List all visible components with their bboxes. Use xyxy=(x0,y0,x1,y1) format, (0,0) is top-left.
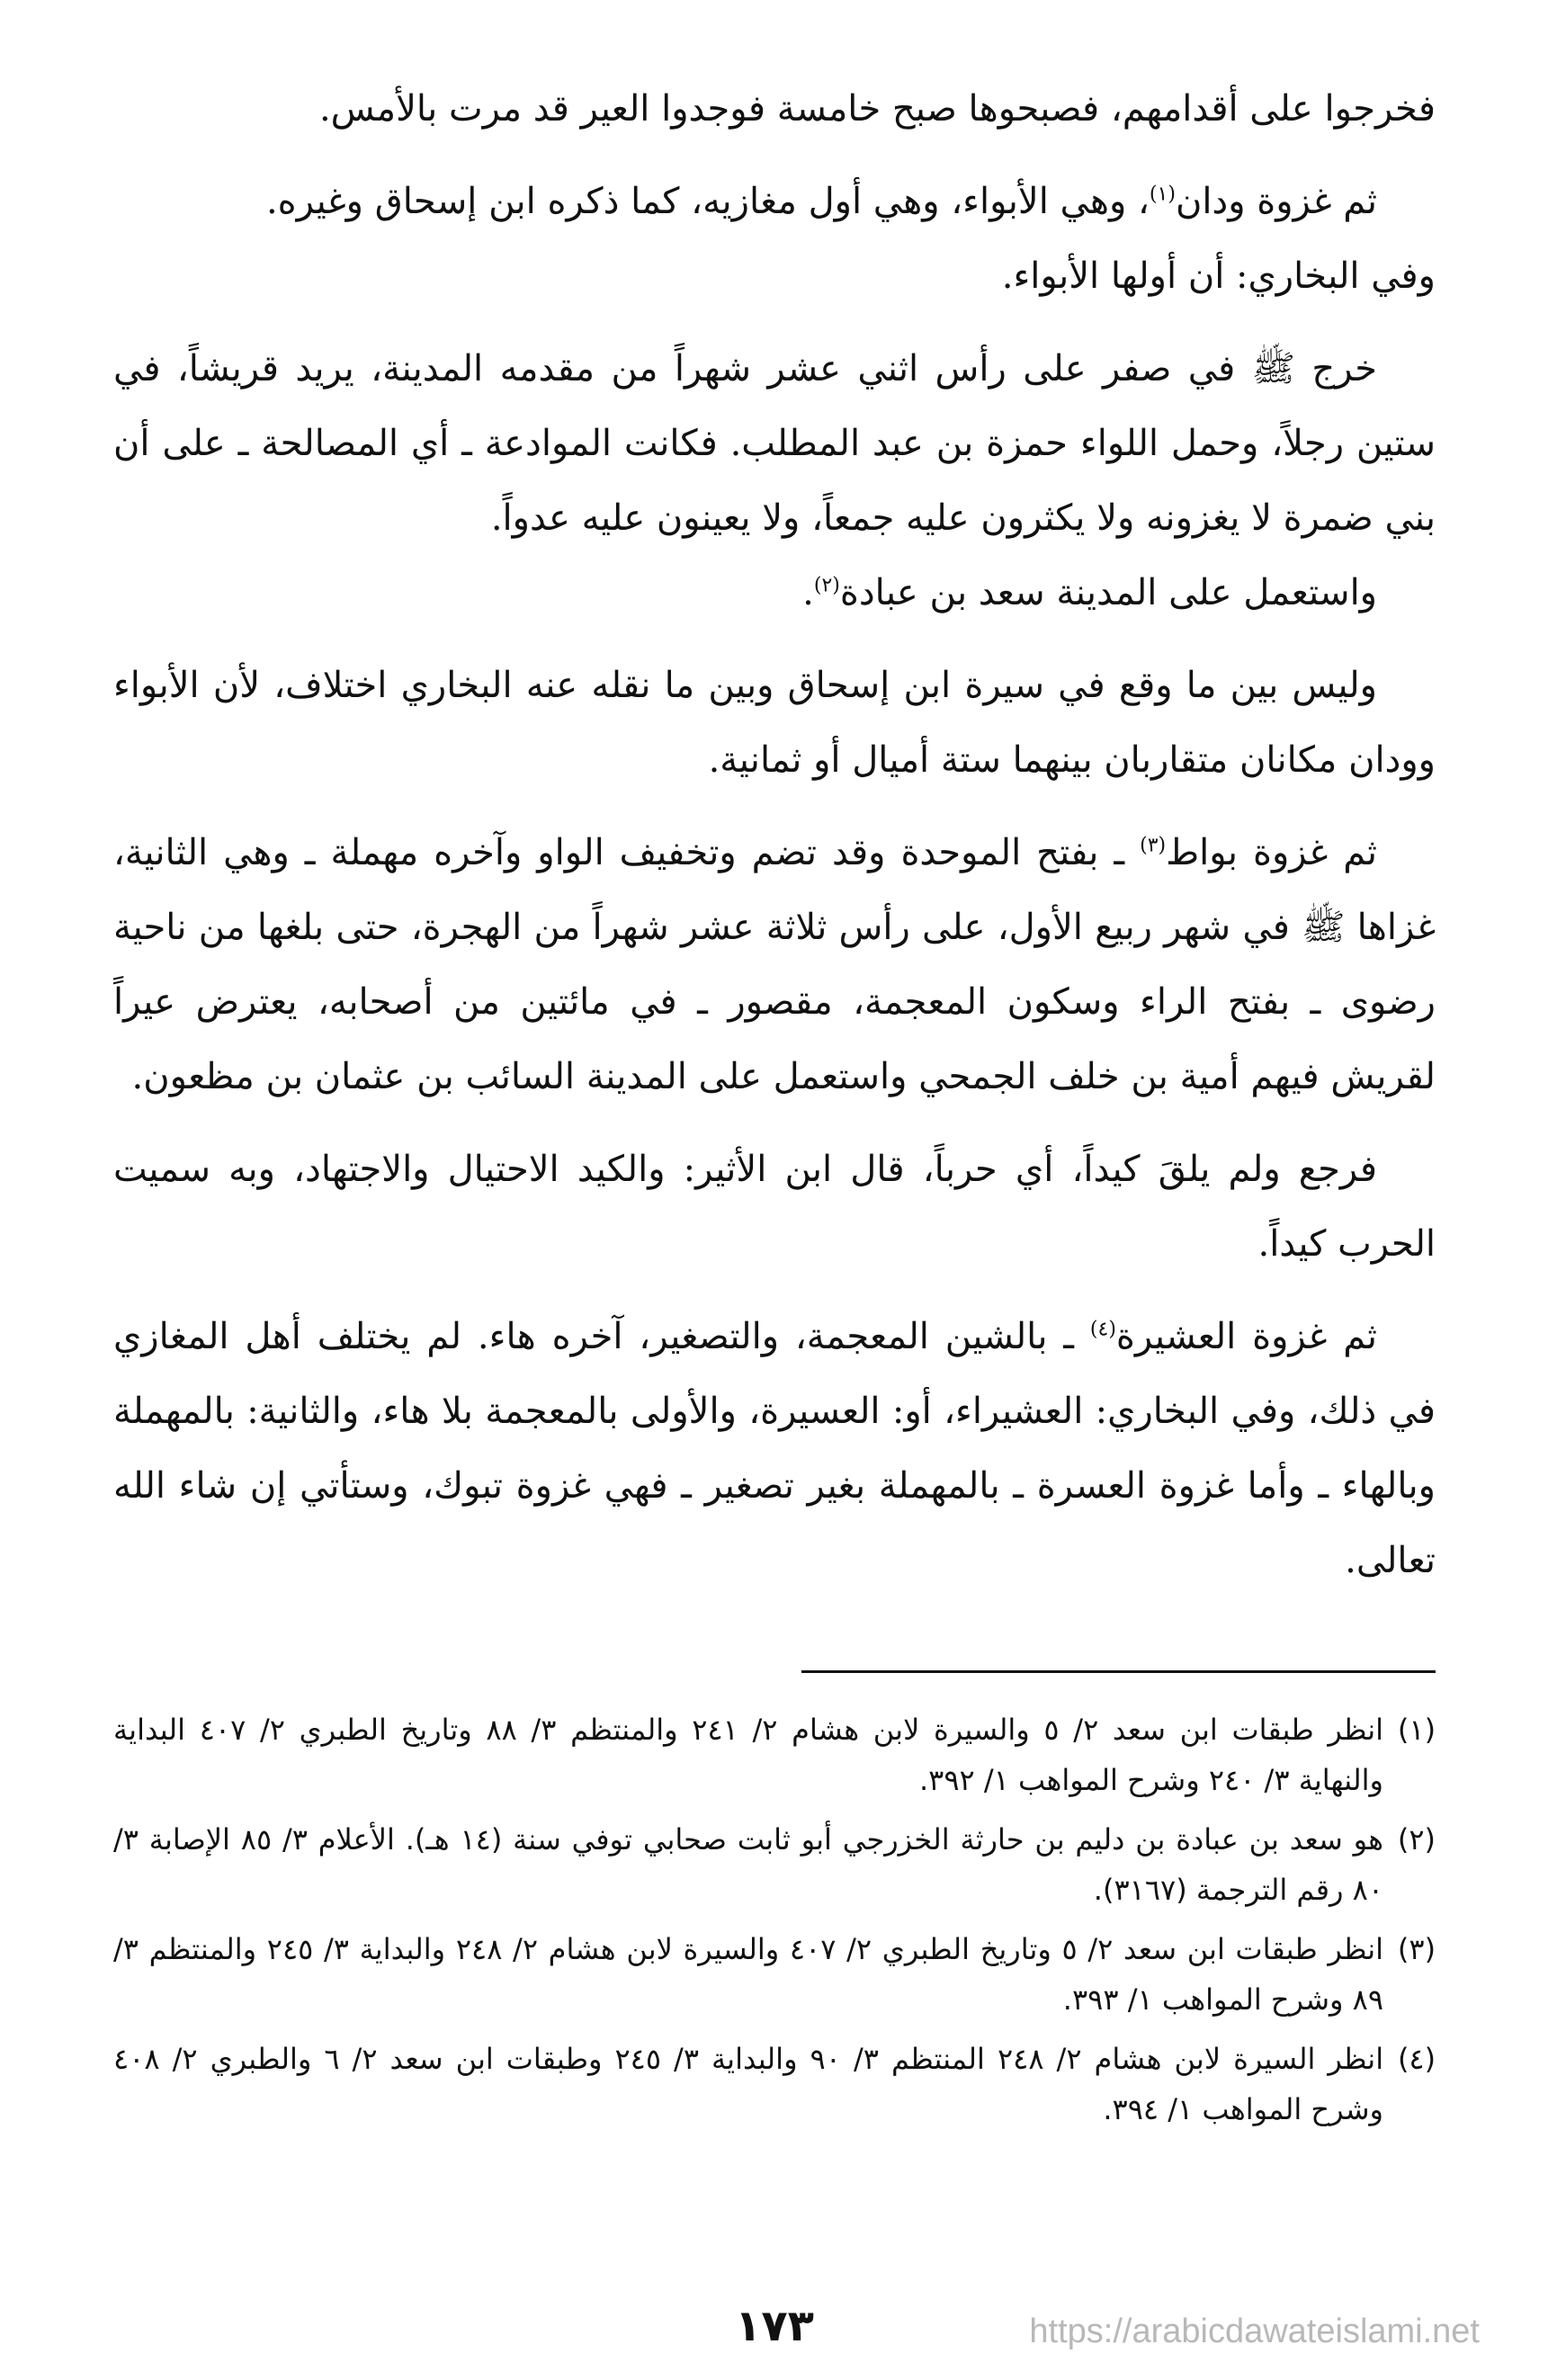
paragraph-8: فرجع ولم يلقَ كيداً، أي حرباً، قال ابن الأثير: والكيد الاحتيال والاجتهاد، وبه سميت الحرب كيداً. xyxy=(113,1149,1436,1265)
footnote-number: (٤) xyxy=(1397,2042,1436,2076)
footnotes xyxy=(113,1704,1436,2143)
footnote-ref-1[interactable]: (١) xyxy=(1149,183,1176,206)
footnote-2: (٢)هو سعد بن عبادة بن دليم بن حارثة الخزرجي أبو ثابت صحابي توفي سنة (١٤ هـ). الأعلام ٣/ ٨٥ الإصابة ٣/ ٨٠ رقم الترجمة (٣١٦٧). xyxy=(113,1814,1436,1915)
paragraph-5: واستعمل على المدينة سعد بن عبادة$^{(٢)}$. xyxy=(802,572,1377,613)
paragraph-4: خرج ﷺ في صفر على رأس اثني عشر شهراً من مقدمه المدينة، يريد قريشاً، في ستين رجلاً، وحمل اللواء حمزة بن عبد المطلب. فكانت الموادعة ـ أي المصالحة ـ على أن بني ضمرة لا يغزونه ولا يكثرون عليه جمعاً، ولا يعينون عليه عدواً. xyxy=(113,348,1436,539)
footnote-number: (٢) xyxy=(1397,1822,1436,1857)
footnote-ref-2[interactable]: (٢) xyxy=(813,574,840,597)
footnote-3: (٣)انظر طبقات ابن سعد ٢/ ٥ وتاريخ الطبري ٢/ ٤٠٧ والسيرة لابن هشام ٢/ ٢٤٨ والبداية ٣/ ٢٤٥ والمنتظم ٣/ ٨٩ وشرح المواهب ١/ ٣٩٣. xyxy=(113,1924,1436,2025)
footnote-ref-3[interactable]: (٣) xyxy=(1140,834,1167,857)
footnote-divider xyxy=(801,1670,1436,1673)
footnote-1: (١)انظر طبقات ابن سعد ٢/ ٥ والسيرة لابن هشام ٢/ ٢٤١ والمنتظم ٣/ ٨٨ وتاريخ الطبري ٢/ ٤٠٧ البداية والنهاية ٣/ ٢٤٠ وشرح المواهب ١/ ٣٩٢. xyxy=(113,1704,1436,1805)
paragraph-3: وفي البخاري: أن أولها الأبواء. xyxy=(1001,255,1436,297)
paragraph-9: ثم غزوة العشيرة$^{(٤)}$ ـ بالشين المعجمة، والتصغير، آخره هاء. لم يختلف أهل المغازي في ذلك، وفي البخاري: العشيراء، أو: العسيرة، والأولى بالمعجمة بلا هاء، والثانية: بالمهملة وبالهاء ـ وأما غزوة العسرة ـ بالمهملة بغير تصغير ـ فهي غزوة تبوك، وستأتي إن شاء الله تعالى. xyxy=(113,1316,1436,1581)
footnote-number: (٣) xyxy=(1397,1932,1436,1966)
paragraph-6: وليس بين ما وقع في سيرة ابن إسحاق وبين ما نقله عنه البخاري اختلاف، لأن الأبواء وودان مكانان متقاربان بينهما ستة أميال أو ثمانية. xyxy=(113,665,1436,781)
paragraph-1: فخرجوا على أقدامهم، فصبحوها صبح خامسة فوجدوا العير قد مرت بالأمس. xyxy=(318,88,1436,130)
book-page xyxy=(113,72,1436,2351)
main-text xyxy=(113,72,1436,1598)
footnote-4: (٤)انظر السيرة لابن هشام ٢/ ٢٤٨ المنتظم ٣/ ٩٠ والبداية ٣/ ٢٤٥ وطبقات ابن سعد ٢/ ٦ والطبري ٢/ ٤٠٨ وشرح المواهب ١/ ٣٩٤. xyxy=(113,2034,1436,2134)
watermark-url: https://arabicdawateislami.net xyxy=(1029,2313,1480,2350)
paragraph-2: ثم غزوة ودان$^{(١)}$، وهي الأبواء، وهي أول مغازيه، كما ذكره ابن إسحاق وغيره. xyxy=(265,181,1377,222)
page-number: ١٧٣ xyxy=(735,2301,814,2351)
footnote-ref-4[interactable]: (٤) xyxy=(1089,1318,1116,1341)
footnote-number: (١) xyxy=(1397,1713,1436,1747)
paragraph-7: ثم غزوة بواط$^{(٣)}$ ـ بفتح الموحدة وقد تضم وتخفيف الواو وآخره مهملة ـ وهي الثانية، غزاها ﷺ في شهر ربيع الأول، على رأس ثلاثة عشر شهراً من الهجرة، حتى بلغها من ناحية رضوى ـ بفتح الراء وسكون المعجمة، مقصور ـ في مائتين من أصحابه، يعترض عيراً لقريش فيهم أمية بن خلف الجمحي واستعمل على المدينة السائب بن عثمان بن مظعون. xyxy=(113,832,1436,1097)
